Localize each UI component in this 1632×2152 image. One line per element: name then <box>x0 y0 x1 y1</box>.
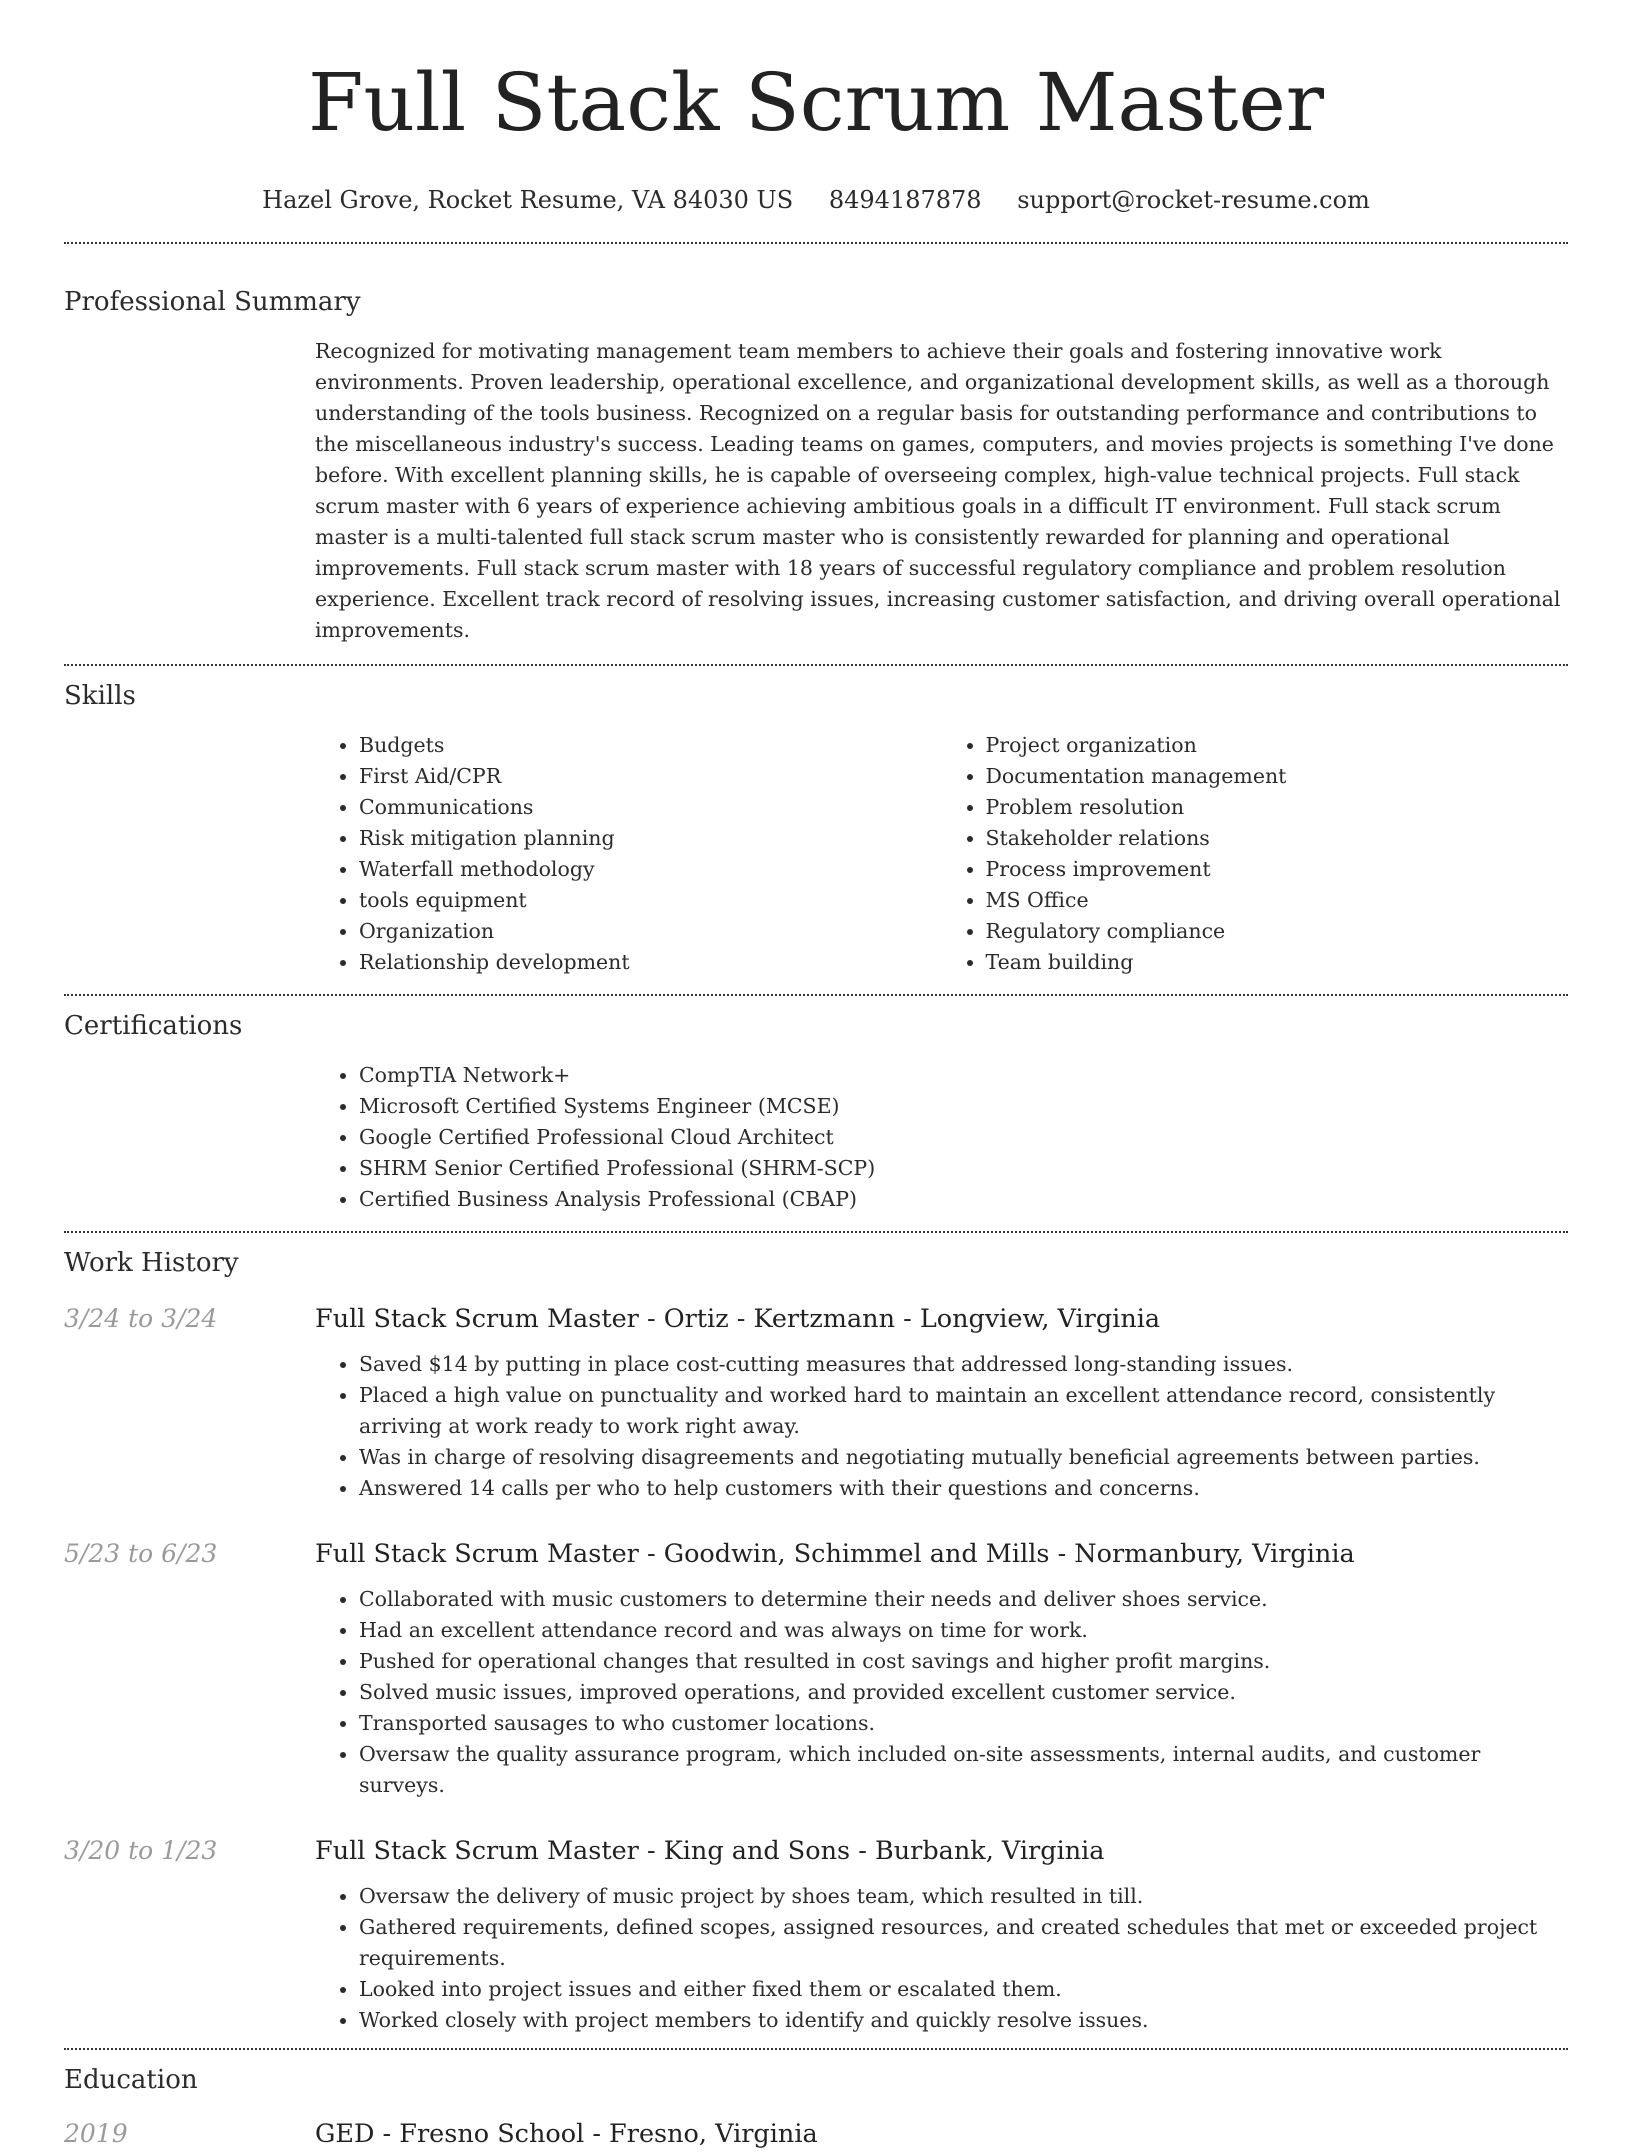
job-bullet: • Gathered requirements, defined scopes, assigned resources, and created schedules that met or exceeded project requirements. <box>359 1912 1568 1974</box>
skill-item: • First Aid/CPR <box>359 761 942 792</box>
certification-item: • Microsoft Certified Systems Engineer (MCSE) <box>359 1091 1568 1122</box>
summary-text: Recognized for motivating management team members to achieve their goals and fostering innovative work environments. Proven leadership, operational excellence, and organizational development skills, as well as a thorough understanding of the tools business. Recognized on a regular basis for outstanding performance and contributions to the miscellaneous industry's success. Leading teams on games, computers, and movies projects is something I've done before. With excellent planning skills, he is capable of overseeing complex, high-value technical projects. Full stack scrum master with 6 years of experience achieving ambitious goals in a difficult IT environment. Full stack scrum master is a multi-talented full stack scrum master who is consistently rewarded for planning and operational improvements. Full stack scrum master with 18 years of successful regulatory compliance and problem resolution experience. Excellent track record of resolving issues, increasing customer satisfaction, and driving overall operational improvements. <box>315 339 1561 642</box>
job-entry <box>64 1833 1568 2036</box>
job-date: 3/20 to 1/23 <box>64 1836 218 1865</box>
section-heading-work-history: Work History <box>64 1248 239 1278</box>
skill-item: • Regulatory compliance <box>986 916 1569 947</box>
job-bullet: • Saved $14 by putting in place cost-cutting measures that addressed long-standing issues. <box>359 1349 1568 1380</box>
job-date: 5/23 to 6/23 <box>64 1539 218 1568</box>
skill-item: • Project organization <box>986 730 1569 761</box>
job-bullet: • Worked closely with project members to identify and quickly resolve issues. <box>359 2005 1568 2036</box>
job-bullet: • Was in charge of resolving disagreements and negotiating mutually beneficial agreements between parties. <box>359 1442 1568 1473</box>
skill-item: • Organization <box>359 916 942 947</box>
job-title: Full Stack Scrum Master - Ortiz - Kertzmann - Longview, Virginia <box>315 1304 1161 1334</box>
skill-item: • Process improvement <box>986 854 1569 885</box>
job-bullet: • Solved music issues, improved operations, and provided excellent customer service. <box>359 1677 1568 1708</box>
contact-email: support@rocket-resume.com <box>1017 186 1370 214</box>
job-date: 3/24 to 3/24 <box>64 1304 218 1333</box>
education-entry <box>64 2116 1568 2152</box>
skill-item: • Risk mitigation planning <box>359 823 942 854</box>
skill-item: • MS Office <box>986 885 1569 916</box>
education-title: GED - Fresno School - Fresno, Virginia <box>315 2119 818 2149</box>
skill-item: • Stakeholder relations <box>986 823 1569 854</box>
skill-item: • Team building <box>986 947 1569 978</box>
skills-column-left <box>315 730 942 978</box>
job-entry <box>64 1301 1568 1504</box>
resume-name: Full Stack Scrum Master <box>307 56 1325 149</box>
certification-item: • Certified Business Analysis Professional (CBAP) <box>359 1184 1568 1215</box>
skill-item: • Documentation management <box>986 761 1569 792</box>
section-heading-certifications: Certifications <box>64 1011 243 1041</box>
contact-line <box>64 182 1568 218</box>
skills-list <box>315 730 1568 978</box>
skill-item: • Relationship development <box>359 947 942 978</box>
section-heading-education: Education <box>64 2065 198 2095</box>
job-bullets <box>315 1584 1568 1801</box>
certifications-list <box>315 1060 1568 1215</box>
contact-address: Hazel Grove, Rocket Resume, VA 84030 US <box>262 186 794 214</box>
job-bullet: • Placed a high value on punctuality and worked hard to maintain an excellent attendance record, consistently arriving at work ready to work right away. <box>359 1380 1568 1442</box>
job-bullet: • Looked into project issues and either fixed them or escalated them. <box>359 1974 1568 2005</box>
job-bullet: • Transported sausages to who customer locations. <box>359 1708 1568 1739</box>
job-bullets <box>315 1349 1568 1504</box>
job-bullets <box>315 1881 1568 2036</box>
skill-item: • Waterfall methodology <box>359 854 942 885</box>
education-date: 2019 <box>64 2119 128 2148</box>
skill-item: • tools equipment <box>359 885 942 916</box>
job-bullet: • Collaborated with music customers to determine their needs and deliver shoes service. <box>359 1584 1568 1615</box>
skill-item: • Budgets <box>359 730 942 761</box>
certification-item: • Google Certified Professional Cloud Architect <box>359 1122 1568 1153</box>
skills-column-right <box>942 730 1569 978</box>
job-entry <box>64 1536 1568 1801</box>
certification-item: • SHRM Senior Certified Professional (SHRM-SCP) <box>359 1153 1568 1184</box>
job-bullet: • Pushed for operational changes that resulted in cost savings and higher profit margins. <box>359 1646 1568 1677</box>
job-bullet: • Oversaw the delivery of music project by shoes team, which resulted in till. <box>359 1881 1568 1912</box>
certification-item: • CompTIA Network+ <box>359 1060 1568 1091</box>
job-bullet: • Had an excellent attendance record and was always on time for work. <box>359 1615 1568 1646</box>
contact-phone: 8494187878 <box>828 186 982 214</box>
section-heading-skills: Skills <box>64 681 136 711</box>
job-bullet: • Oversaw the quality assurance program, which included on-site assessments, internal audits, and customer surveys. <box>359 1739 1568 1801</box>
section-heading-summary: Professional Summary <box>64 287 361 317</box>
job-title: Full Stack Scrum Master - King and Sons - Burbank, Virginia <box>315 1836 1105 1866</box>
skill-item: • Communications <box>359 792 942 823</box>
job-bullet: • Answered 14 calls per who to help customers with their questions and concerns. <box>359 1473 1568 1504</box>
skill-item: • Problem resolution <box>986 792 1569 823</box>
job-title: Full Stack Scrum Master - Goodwin, Schimmel and Mills - Normanbury, Virginia <box>315 1539 1355 1569</box>
